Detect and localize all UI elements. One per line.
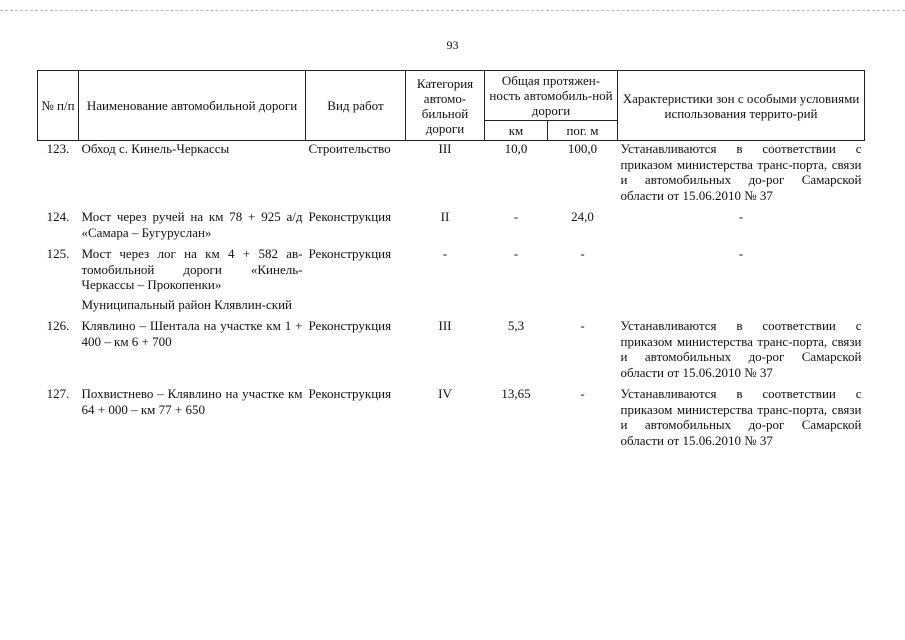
- row-num: 125.: [46, 246, 70, 261]
- header-pog: пог. м: [548, 121, 618, 141]
- roads-table: [37, 70, 865, 448]
- header-category: Категория автомо-бильной дороги: [406, 71, 485, 141]
- row-km: 5,3: [507, 318, 525, 333]
- row-category: -: [442, 246, 448, 261]
- row-name: Мост через ручей на км 78 + 925 а/д «Самара – Бугуруслан»: [81, 209, 303, 240]
- row-pog: 100,0: [567, 141, 598, 156]
- page-number: 93: [446, 38, 459, 52]
- row-pog: 24,0: [571, 209, 594, 224]
- row-pog: -: [580, 318, 585, 333]
- row-km: -: [513, 209, 519, 224]
- row-km: -: [513, 246, 519, 261]
- row-work: Реконструкция: [308, 386, 392, 401]
- row-num: 124.: [46, 209, 70, 224]
- table-row: [38, 141, 865, 204]
- row-num: 126.: [46, 318, 70, 333]
- row-num: 123.: [46, 141, 70, 156]
- district-heading: Муниципальный район Клявлин-ский: [81, 296, 292, 312]
- table-row: [38, 209, 865, 240]
- row-category: IV: [438, 386, 452, 401]
- row-work: Реконструкция: [308, 318, 392, 333]
- row-work: Реконструкция: [308, 246, 392, 261]
- table-row: [38, 318, 865, 380]
- header-km: км: [485, 121, 548, 141]
- row-zones: Устанавливаются в соответствии с приказом министерства транс-порта, связи и автомобильных до-рог Самарской области от 15.06.2010 № 37: [620, 141, 862, 203]
- row-num: 127.: [46, 386, 70, 401]
- header-work: Вид работ: [306, 71, 406, 141]
- header-zones: Характеристики зон с особыми условиями использования террито-рий: [618, 71, 865, 141]
- row-name: Обход с. Кинель-Черкассы: [81, 141, 230, 156]
- scan-edge-line: [0, 10, 905, 11]
- row-work: Строительство: [308, 141, 391, 156]
- row-name: Мост через лог на км 4 + 582 ав-томобильной дороги «Кинель-Черкассы – Прокопенки»: [81, 246, 303, 292]
- row-name: Похвистнево – Клявлино на участке км 64 + 000 – км 77 + 650: [81, 386, 303, 417]
- row-km: 10,0: [504, 141, 528, 156]
- header-name: Наименование автомобильной дороги: [79, 71, 306, 141]
- row-km: 13,65: [501, 386, 531, 401]
- row-category: III: [438, 318, 452, 333]
- row-work: Реконструкция: [308, 209, 392, 224]
- row-name: Клявлино – Шентала на участке км 1 + 400 – км 6 + 700: [81, 318, 303, 349]
- table-row: [38, 246, 865, 293]
- header-num: № п/п: [38, 71, 79, 141]
- row-category: III: [438, 141, 452, 156]
- header-length: Общая протяжен-ность автомобиль-ной дороги: [485, 71, 618, 121]
- row-pog: -: [580, 386, 585, 401]
- table-row: [38, 386, 865, 448]
- row-category: II: [440, 209, 450, 224]
- row-zones: -: [738, 209, 744, 224]
- row-zones: Устанавливаются в соответствии с приказом министерства транс-порта, связи и автомобильных до-рог Самарской области от 15.06.2010 № 37: [620, 318, 862, 380]
- row-zones: Устанавливаются в соответствии с приказом министерства транс-порта, связи и автомобильных до-рог Самарской области от 15.06.2010 № 37: [620, 386, 862, 448]
- row-pog: -: [580, 246, 585, 261]
- row-zones: -: [738, 246, 744, 261]
